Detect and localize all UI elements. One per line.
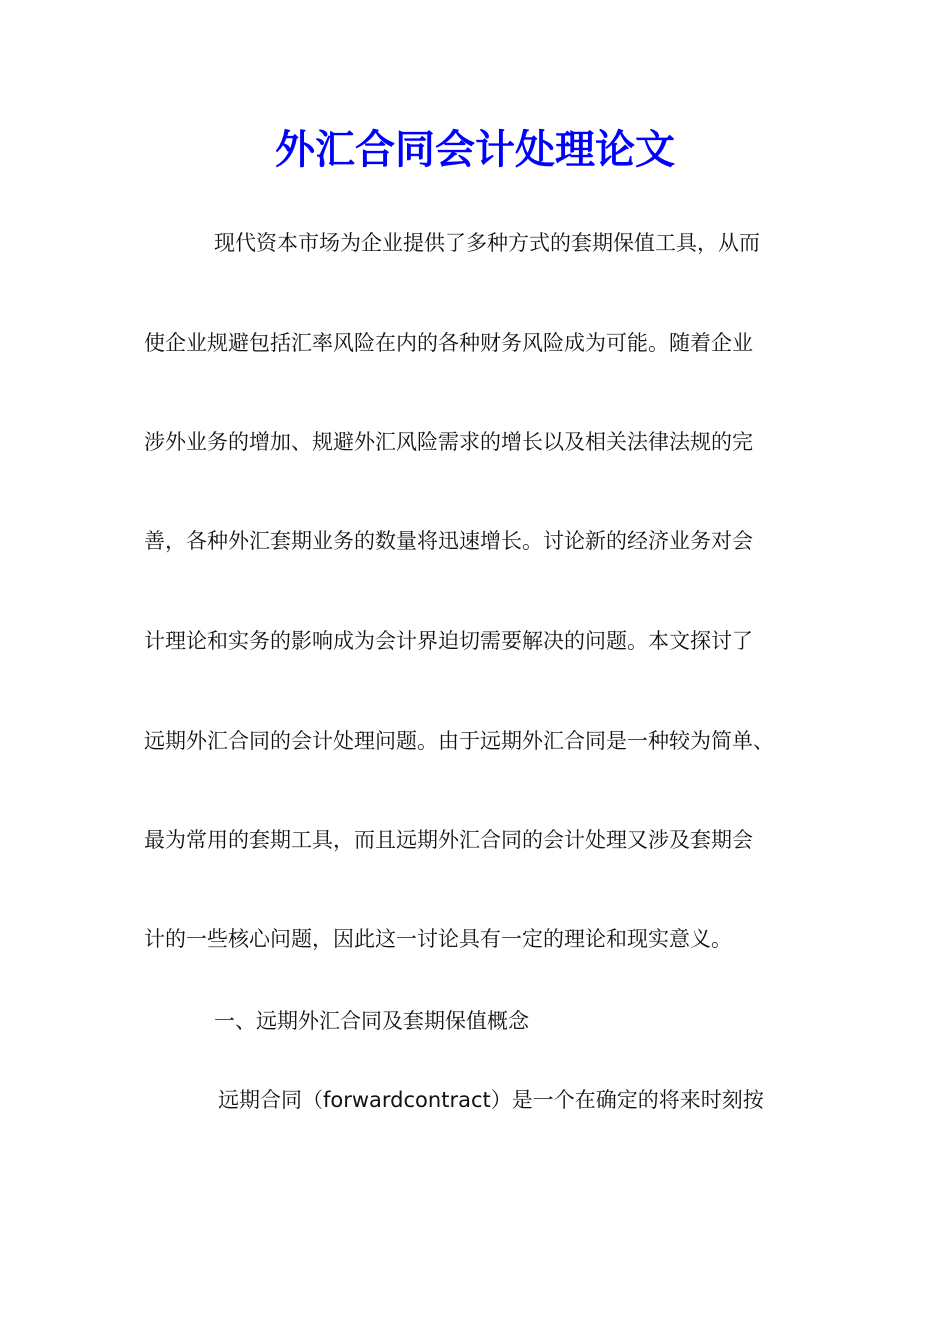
paragraph-line-3: 涉外业务的增加、规避外汇风险需求的增长以及相关法律法规的完 — [144, 430, 753, 454]
paragraph-line-2: 使企业规避包括汇率风险在内的各种财务风险成为可能。随着企业 — [144, 331, 753, 355]
paragraph-line-10: 远期合同（forwardcontract）是一个在确定的将来时刻按 — [218, 1088, 764, 1112]
paragraph-line-1: 现代资本市场为企业提供了多种方式的套期保值工具，从而 — [214, 231, 760, 255]
paragraph-line-6: 远期外汇合同的会计处理问题。由于远期外汇合同是一种较为简单、 — [144, 729, 774, 753]
section-heading: 一、远期外汇合同及套期保值概念 — [214, 1009, 529, 1033]
paragraph-line-4: 善，各种外汇套期业务的数量将迅速增长。讨论新的经济业务对会 — [144, 529, 753, 553]
paragraph-line-5: 计理论和实务的影响成为会计界迫切需要解决的问题。本文探讨了 — [144, 629, 753, 653]
document-title: 外汇合同会计处理论文 — [275, 126, 675, 173]
paragraph-line-7: 最为常用的套期工具，而且远期外汇合同的会计处理又涉及套期会 — [144, 828, 753, 852]
paragraph-line-8: 计的一些核心问题，因此这一讨论具有一定的理论和现实意义。 — [144, 927, 732, 951]
